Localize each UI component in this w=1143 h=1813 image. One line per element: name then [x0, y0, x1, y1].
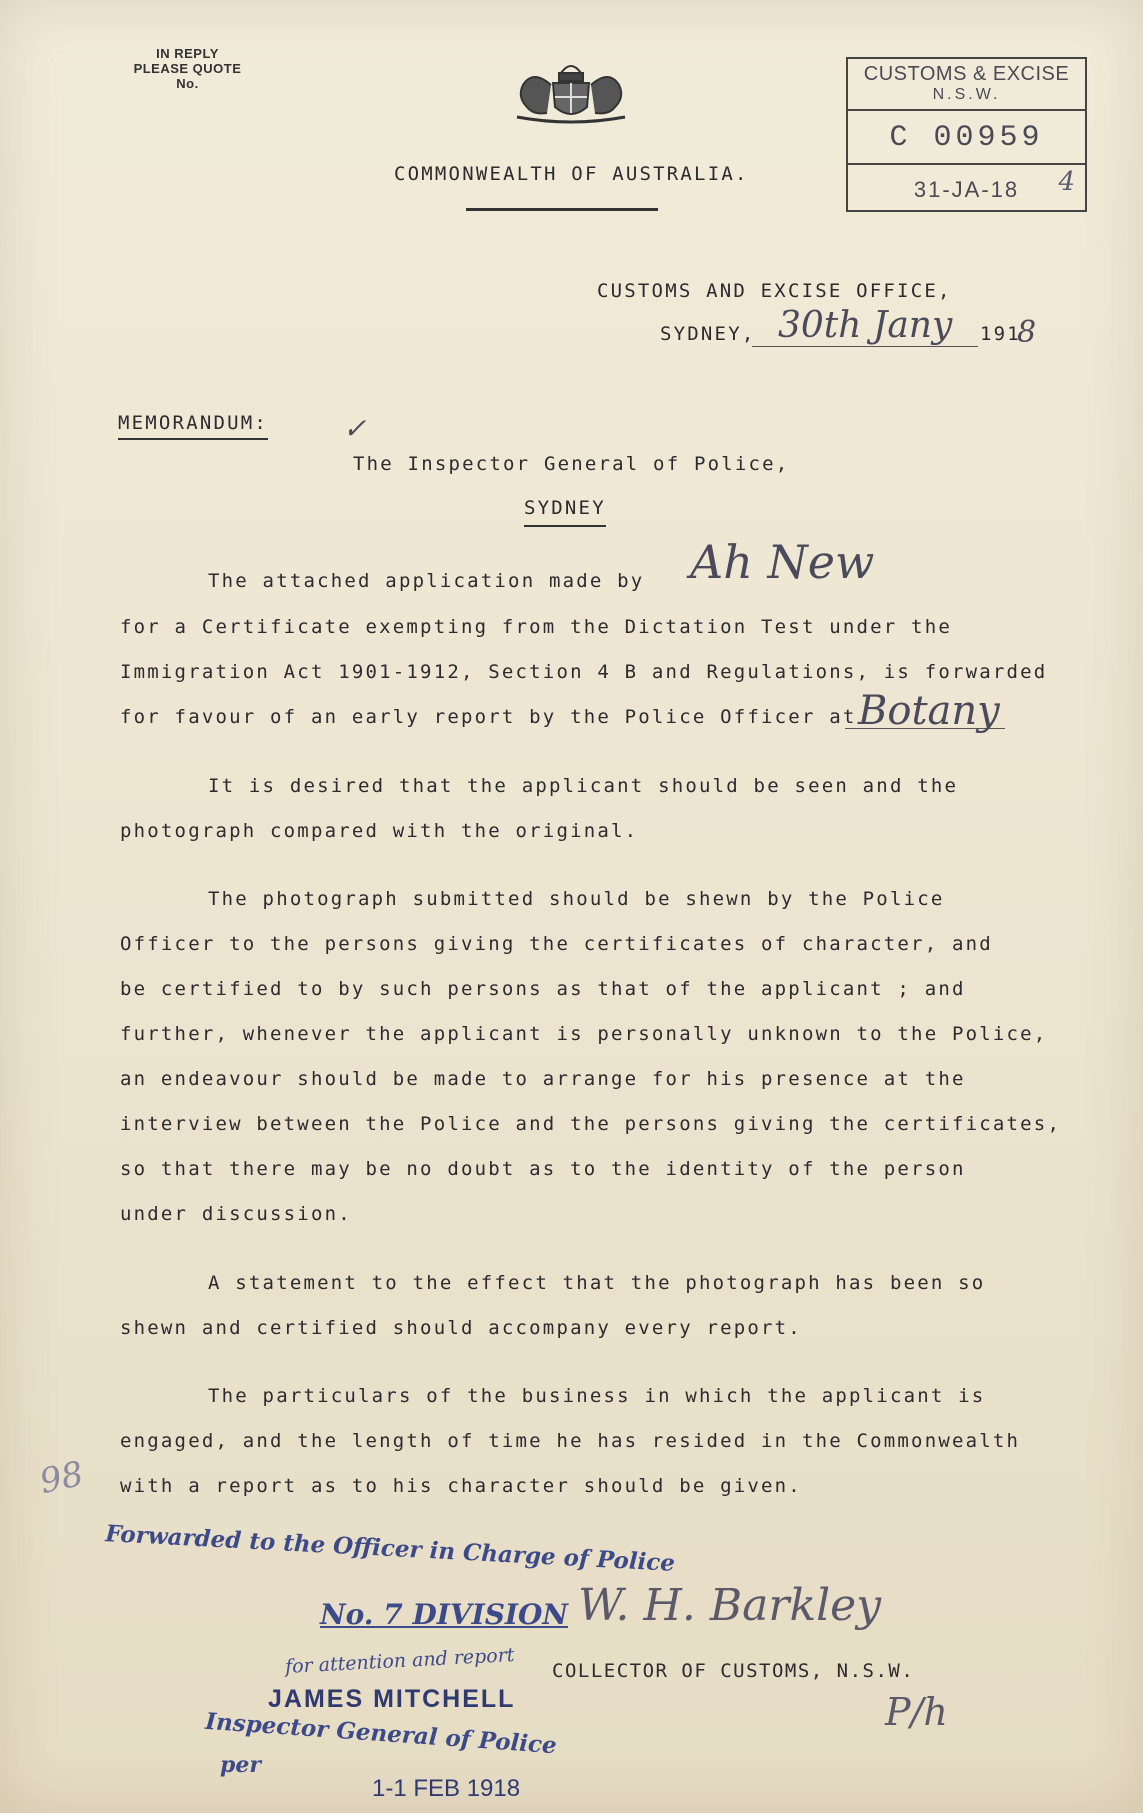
p1-line-3: Immigration Act 1901-1912, Section 4 B and Regulations, is forwarded [120, 661, 1048, 683]
forwarded-note: Forwarded to the Officer in Charge of Police [104, 1520, 676, 1577]
year-prefix: 191 [980, 323, 1021, 345]
stamp-line-2: N.S.W. [932, 86, 1001, 103]
reply-line-1: IN REPLY [156, 46, 219, 61]
p3-line-6: interview between the Police and the persons giving the certificates, [120, 1113, 1062, 1135]
year-suffix-handwritten: 8 [1017, 315, 1037, 350]
p3-line-3: be certified to by such persons as that of the applicant ; and [120, 978, 966, 1000]
office-line: CUSTOMS AND EXCISE OFFICE, [597, 280, 952, 302]
inspector-name: JAMES MITCHELL [268, 1685, 516, 1713]
p3-line-1: The photograph submitted should be shewn by the Police [208, 888, 945, 910]
p3-line-8: under discussion. [120, 1203, 352, 1225]
p3-line-5: an endeavour should be made to arrange for his presence at the [120, 1068, 966, 1090]
header-title: COMMONWEALTH OF AUSTRALIA. [394, 163, 749, 185]
addressee-line-2: SYDNEY [524, 497, 606, 527]
p2-line-1: It is desired that the applicant should be seen and the [208, 775, 959, 797]
margin-note: 98 [36, 1453, 87, 1503]
p5-line-2: engaged, and the length of time he has resided in the Commonwealth [120, 1430, 1021, 1452]
per-label: per [220, 1752, 261, 1778]
stamp-line-1: CUSTOMS & EXCISE [863, 63, 1070, 85]
inspector-title: Inspector General of Police [204, 1707, 558, 1760]
collector-title: COLLECTOR OF CUSTOMS, N.S.W. [552, 1660, 915, 1682]
handwritten-date: 30th Jany [778, 305, 953, 346]
attention-note: for attention and report [284, 1644, 515, 1678]
reply-line-2: PLEASE QUOTE [133, 61, 242, 76]
p5-line-3: with a report as to his character should be given. [120, 1475, 802, 1497]
stamp-date: 31-JA-18 [913, 177, 1020, 202]
stamp-number: C 00959 [889, 121, 1044, 155]
p1-line-4: for favour of an early report by the Police Officer at [120, 706, 857, 728]
p3-line-4: further, whenever the applicant is personally unknown to the Police, [120, 1023, 1048, 1045]
initials: P/h [885, 1690, 948, 1734]
addressee-line-1: The Inspector General of Police, [353, 453, 790, 475]
stamp-divider [848, 109, 1085, 111]
reply-line-3: No. [176, 76, 199, 91]
p3-line-2: Officer to the persons giving the certificates of character, and [120, 933, 993, 955]
memorandum-label: MEMORANDUM: [118, 412, 268, 440]
p1-intro: The attached application made by [208, 570, 645, 592]
date-underline [752, 346, 978, 347]
p4-line-1: A statement to the effect that the photograph has been so [208, 1272, 986, 1294]
coat-of-arms-icon [503, 55, 639, 125]
applicant-name: Ah New [690, 535, 875, 589]
header-rule [466, 208, 658, 211]
division-note: No. 7 DIVISION [320, 1598, 569, 1631]
police-location: Botany [858, 688, 1000, 734]
date-stamp: 1-1 FEB 1918 [372, 1775, 521, 1802]
stamp-handwritten-note: 4 [1058, 167, 1075, 197]
p5-line-1: The particulars of the business in which the applicant is [208, 1385, 986, 1407]
reply-reference-box [115, 46, 260, 91]
p4-line-2: shewn and certified should accompany every report. [120, 1317, 802, 1339]
stamp-divider [848, 163, 1085, 165]
collector-signature: W. H. Barkley [578, 1580, 882, 1631]
p1-line-2: for a Certificate exempting from the Dictation Test under the [120, 616, 952, 638]
p2-line-2: photograph compared with the original. [120, 820, 639, 842]
city-label: SYDNEY, [660, 323, 756, 345]
check-mark-icon: ✓ [343, 412, 367, 445]
p3-line-7: so that there may be no doubt as to the identity of the person [120, 1158, 966, 1180]
received-stamp [846, 57, 1087, 212]
